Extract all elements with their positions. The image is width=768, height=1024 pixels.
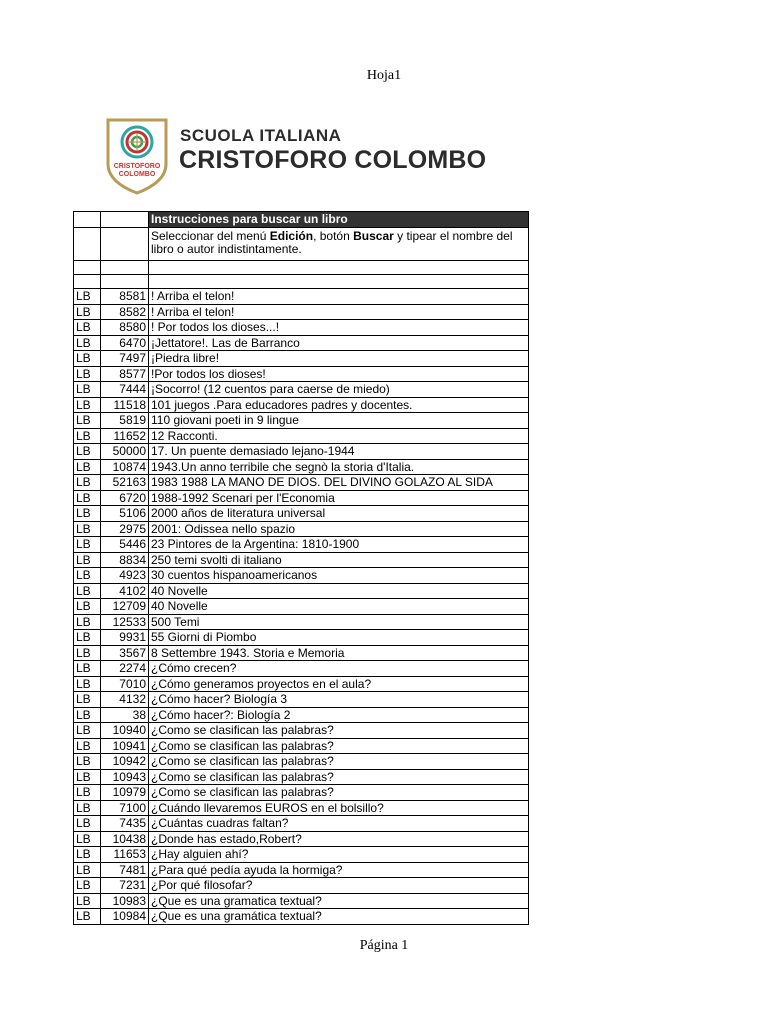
book-type-cell: LB	[74, 723, 101, 739]
book-type-cell: LB	[74, 816, 101, 832]
book-title-cell: 2001: Odissea nello spazio	[149, 521, 529, 537]
book-title-cell: ¿Que es una gramática textual?	[149, 909, 529, 925]
table-row	[74, 738, 529, 754]
book-title-cell: !Por todos los dioses!	[149, 366, 529, 382]
table-row	[74, 692, 529, 708]
badge-top-text: CRISTOFORO	[113, 163, 161, 170]
empty-cell	[74, 228, 101, 261]
table-row	[74, 335, 529, 351]
book-code-cell: 10983	[101, 893, 149, 909]
empty-cell	[149, 261, 529, 275]
table-row	[74, 382, 529, 398]
empty-cell	[101, 212, 149, 228]
book-code-cell: 10984	[101, 909, 149, 925]
table-row	[74, 676, 529, 692]
book-title-cell: ¿Como se clasifican las palabras?	[149, 738, 529, 754]
book-type-cell: LB	[74, 645, 101, 661]
book-title-cell: 30 cuentos hispanoamericanos	[149, 568, 529, 584]
book-type-cell: LB	[74, 351, 101, 367]
book-code-cell: 10874	[101, 459, 149, 475]
book-title-cell: ¡Jettatore!. Las de Barranco	[149, 335, 529, 351]
book-code-cell: 10438	[101, 831, 149, 847]
instructions-button: Buscar	[353, 229, 394, 243]
book-title-cell: 8 Settembre 1943. Storia e Memoria	[149, 645, 529, 661]
book-title-cell: 101 juegos .Para educadores padres y docentes.	[149, 397, 529, 413]
book-title-cell: ! Arriba el telon!	[149, 289, 529, 305]
table-row	[74, 568, 529, 584]
book-code-cell: 7010	[101, 676, 149, 692]
book-title-cell: ! Por todos los dioses...!	[149, 320, 529, 336]
book-title-cell: 110 giovani poeti in 9 lingue	[149, 413, 529, 429]
book-code-cell: 5106	[101, 506, 149, 522]
table-row	[74, 707, 529, 723]
table-row	[74, 800, 529, 816]
book-type-cell: LB	[74, 506, 101, 522]
book-type-cell: LB	[74, 366, 101, 382]
book-code-cell: 7100	[101, 800, 149, 816]
table-row	[74, 847, 529, 863]
book-code-cell: 2274	[101, 661, 149, 677]
book-code-cell: 10941	[101, 738, 149, 754]
book-title-cell: 12 Racconti.	[149, 428, 529, 444]
book-type-cell: LB	[74, 490, 101, 506]
book-code-cell: 12533	[101, 614, 149, 630]
book-type-cell: LB	[74, 428, 101, 444]
book-code-cell: 8577	[101, 366, 149, 382]
book-title-cell: 55 Giorni di Piombo	[149, 630, 529, 646]
book-title-cell: ¡Piedra libre!	[149, 351, 529, 367]
table-row	[74, 475, 529, 491]
table-row	[74, 320, 529, 336]
instructions-row	[74, 228, 529, 261]
book-type-cell: LB	[74, 692, 101, 708]
book-type-cell: LB	[74, 661, 101, 677]
table-row	[74, 459, 529, 475]
book-code-cell: 38	[101, 707, 149, 723]
book-type-cell: LB	[74, 676, 101, 692]
book-type-cell: LB	[74, 444, 101, 460]
table-row	[74, 785, 529, 801]
book-code-cell: 6720	[101, 490, 149, 506]
book-type-cell: LB	[74, 707, 101, 723]
book-type-cell: LB	[74, 614, 101, 630]
book-title-cell: 2000 años de literatura universal	[149, 506, 529, 522]
empty-cell	[74, 261, 101, 275]
instructions-text	[149, 228, 529, 261]
book-code-cell: 8834	[101, 552, 149, 568]
book-title-cell: ¿Para qué pedía ayuda la hormiga?	[149, 862, 529, 878]
book-type-cell: LB	[74, 320, 101, 336]
book-title-cell: ¿Cuándo llevaremos EUROS en el bolsillo?	[149, 800, 529, 816]
book-code-cell: 7481	[101, 862, 149, 878]
book-title-cell: ¿Cómo crecen?	[149, 661, 529, 677]
book-title-cell: ! Arriba el telon!	[149, 304, 529, 320]
book-code-cell: 11652	[101, 428, 149, 444]
book-title-cell: ¿Como se clasifican las palabras?	[149, 723, 529, 739]
book-code-cell: 5819	[101, 413, 149, 429]
instructions-menu: Edición	[269, 229, 314, 243]
book-code-cell: 4132	[101, 692, 149, 708]
book-code-cell: 5446	[101, 537, 149, 553]
instructions-part2: , botón	[313, 229, 354, 243]
empty-cell	[101, 275, 149, 289]
school-crest-icon	[102, 116, 172, 196]
book-type-cell: LB	[74, 382, 101, 398]
school-name-line1: SCUOLA ITALIANA	[180, 126, 342, 145]
book-code-cell: 10942	[101, 754, 149, 770]
table-row	[74, 506, 529, 522]
book-type-cell: LB	[74, 289, 101, 305]
book-title-cell: 1943.Un anno terribile che segnò la storia d'Italia.	[149, 459, 529, 475]
table-row	[74, 909, 529, 925]
instructions-part1: Seleccionar del menú	[151, 229, 270, 243]
book-title-cell: 40 Novelle	[149, 599, 529, 615]
book-type-cell: LB	[74, 847, 101, 863]
instructions-title: Instrucciones para buscar un libro	[149, 212, 529, 228]
book-code-cell: 12709	[101, 599, 149, 615]
book-type-cell: LB	[74, 800, 101, 816]
table-row	[74, 537, 529, 553]
book-title-cell: ¿Hay alguien ahí?	[149, 847, 529, 863]
book-type-cell: LB	[74, 583, 101, 599]
book-title-cell: 17. Un puente demasiado lejano-1944	[149, 444, 529, 460]
book-type-cell: LB	[74, 475, 101, 491]
instructions-title-row	[74, 212, 529, 228]
book-type-cell: LB	[74, 754, 101, 770]
book-code-cell: 7231	[101, 878, 149, 894]
book-type-cell: LB	[74, 878, 101, 894]
book-title-cell: ¿Que es una gramatica textual?	[149, 893, 529, 909]
table-row	[74, 645, 529, 661]
empty-cell	[149, 275, 529, 289]
table-row	[74, 630, 529, 646]
table-row	[74, 351, 529, 367]
book-title-cell: ¿Cuántas cuadras faltan?	[149, 816, 529, 832]
book-type-cell: LB	[74, 537, 101, 553]
table-row	[74, 552, 529, 568]
book-title-cell: 40 Novelle	[149, 583, 529, 599]
school-name-line2: CRISTOFORO COLOMBO	[179, 146, 487, 174]
book-code-cell: 9931	[101, 630, 149, 646]
book-code-cell: 8580	[101, 320, 149, 336]
book-code-cell: 10940	[101, 723, 149, 739]
book-code-cell: 4102	[101, 583, 149, 599]
book-title-cell: ¿Cómo hacer?: Biología 2	[149, 707, 529, 723]
table-row	[74, 661, 529, 677]
book-code-cell: 11518	[101, 397, 149, 413]
book-code-cell: 7435	[101, 816, 149, 832]
book-code-cell: 11653	[101, 847, 149, 863]
book-title-cell: ¿Por qué filosofar?	[149, 878, 529, 894]
book-type-cell: LB	[74, 552, 101, 568]
table-row	[74, 893, 529, 909]
book-title-cell: ¿Como se clasifican las palabras?	[149, 754, 529, 770]
table-row	[74, 397, 529, 413]
blank-row	[74, 275, 529, 289]
book-type-cell: LB	[74, 304, 101, 320]
book-code-cell: 4923	[101, 568, 149, 584]
book-code-cell: 50000	[101, 444, 149, 460]
table-row	[74, 428, 529, 444]
table-row	[74, 723, 529, 739]
book-type-cell: LB	[74, 909, 101, 925]
book-title-cell: ¿Como se clasifican las palabras?	[149, 785, 529, 801]
empty-cell	[101, 261, 149, 275]
empty-cell	[74, 212, 101, 228]
table-row	[74, 583, 529, 599]
table-row	[74, 490, 529, 506]
book-code-cell: 3567	[101, 645, 149, 661]
book-title-cell: 1983 1988 LA MANO DE DIOS. DEL DIVINO GOLAZO AL SIDA	[149, 475, 529, 491]
book-code-cell: 8581	[101, 289, 149, 305]
page-header: Hoja1	[366, 68, 402, 83]
book-title-cell: ¿Cómo generamos proyectos en el aula?	[149, 676, 529, 692]
book-title-cell: 23 Pintores de la Argentina: 1810-1900	[149, 537, 529, 553]
table-row	[74, 614, 529, 630]
book-type-cell: LB	[74, 568, 101, 584]
badge-bottom-text: COLOMBO	[118, 171, 156, 178]
instructions-part3: y tipear el nombre del libro o autor indistintamente.	[151, 229, 513, 256]
empty-cell	[74, 275, 101, 289]
book-code-cell: 7444	[101, 382, 149, 398]
book-code-cell: 10979	[101, 785, 149, 801]
book-code-cell: 6470	[101, 335, 149, 351]
book-type-cell: LB	[74, 459, 101, 475]
table-row	[74, 521, 529, 537]
table-row	[74, 754, 529, 770]
book-code-cell: 8582	[101, 304, 149, 320]
book-type-cell: LB	[74, 335, 101, 351]
table-row	[74, 289, 529, 305]
table-row	[74, 816, 529, 832]
table-row	[74, 831, 529, 847]
book-title-cell: 1988-1992 Scenari per l'Economia	[149, 490, 529, 506]
book-type-cell: LB	[74, 630, 101, 646]
book-type-cell: LB	[74, 521, 101, 537]
page-footer: Página 1	[359, 938, 409, 953]
book-title-cell: 250 temi svolti di italiano	[149, 552, 529, 568]
book-title-cell: ¿Donde has estado,Robert?	[149, 831, 529, 847]
book-type-cell: LB	[74, 599, 101, 615]
school-logo	[98, 98, 508, 208]
book-type-cell: LB	[74, 397, 101, 413]
book-title-cell: ¿Cómo hacer? Biología 3	[149, 692, 529, 708]
book-type-cell: LB	[74, 831, 101, 847]
book-title-cell: ¿Como se clasifican las palabras?	[149, 769, 529, 785]
book-code-cell: 52163	[101, 475, 149, 491]
book-code-cell: 2975	[101, 521, 149, 537]
book-code-cell: 10943	[101, 769, 149, 785]
table-row	[74, 413, 529, 429]
table-row	[74, 769, 529, 785]
blank-row	[74, 261, 529, 275]
book-type-cell: LB	[74, 769, 101, 785]
book-catalog-table	[73, 211, 529, 925]
table-row	[74, 304, 529, 320]
table-row	[74, 878, 529, 894]
table-row	[74, 599, 529, 615]
table-row	[74, 862, 529, 878]
table-row	[74, 444, 529, 460]
empty-cell	[101, 228, 149, 261]
book-type-cell: LB	[74, 738, 101, 754]
book-type-cell: LB	[74, 893, 101, 909]
book-title-cell: 500 Temi	[149, 614, 529, 630]
book-type-cell: LB	[74, 785, 101, 801]
book-title-cell: ¡Socorro! (12 cuentos para caerse de miedo)	[149, 382, 529, 398]
table-row	[74, 366, 529, 382]
book-code-cell: 7497	[101, 351, 149, 367]
book-type-cell: LB	[74, 862, 101, 878]
book-type-cell: LB	[74, 413, 101, 429]
